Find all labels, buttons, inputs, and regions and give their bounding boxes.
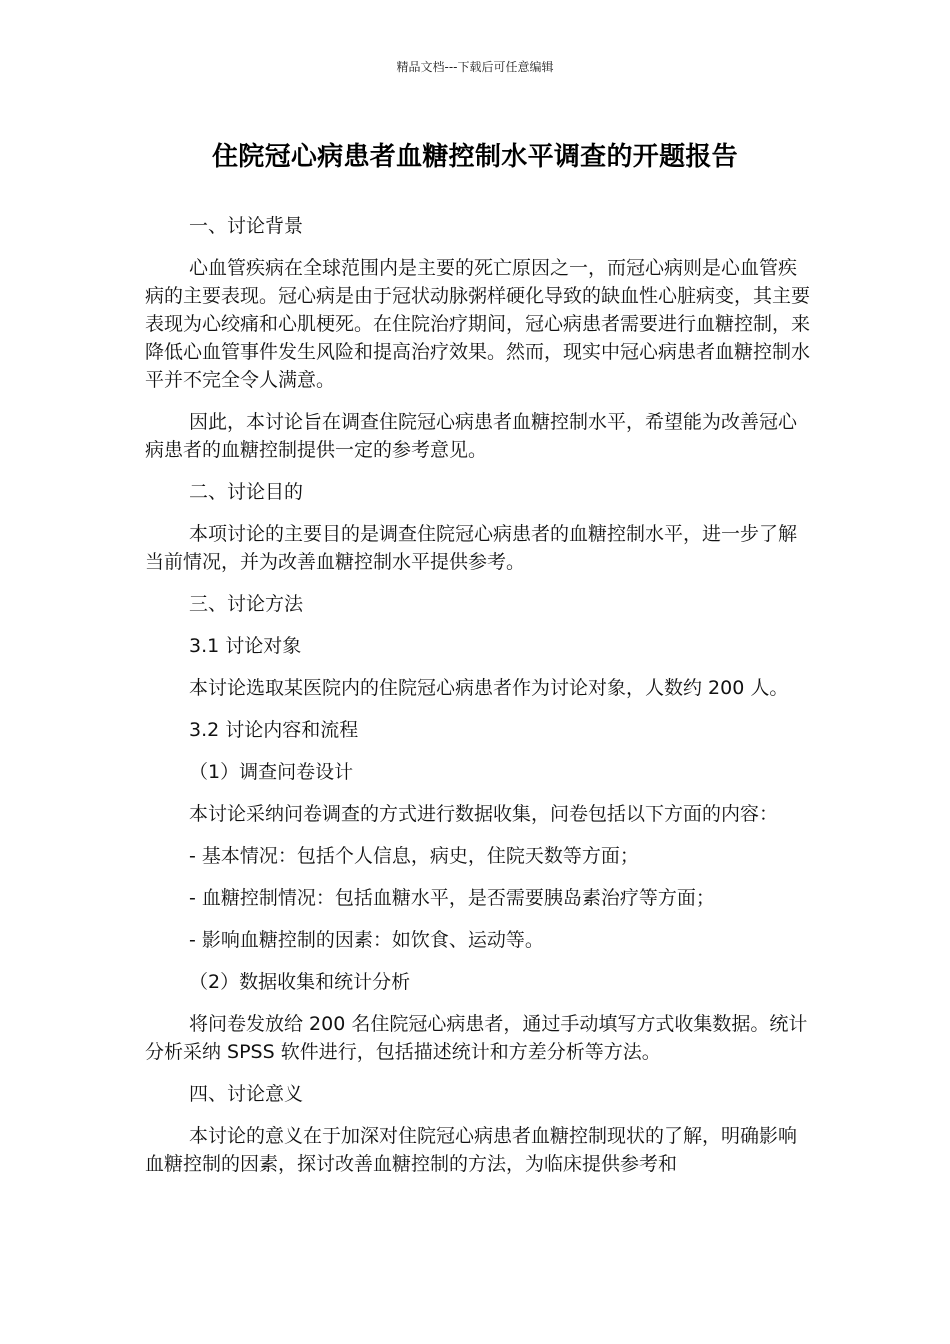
list-item-basic: - 基本情况：包括个人信息，病史，住院天数等方面； [189, 845, 639, 867]
list-item-factors: - 影响血糖控制的因素：如饮食、运动等。 [189, 929, 544, 951]
paragraph-questionnaire: 本讨论采纳问卷调查的方式进行数据收集，问卷包括以下方面的内容： [189, 803, 779, 825]
paragraph-background-purpose: 因此，本讨论旨在调查住院冠心病患者血糖控制水平，希望能为改善冠心病患者的血糖控制提供一定的参考意见。 [145, 411, 798, 461]
subheading-questionnaire: （1）调查问卷设计 [189, 761, 354, 783]
list-item-glucose: - 血糖控制情况：包括血糖水平，是否需要胰岛素治疗等方面； [189, 887, 715, 909]
paragraph-background: 心血管疾病在全球范围内是主要的死亡原因之一，而冠心病则是心血管疾病的主要表现。冠心病是由于冠状动脉粥样硬化导致的缺血性心脏病变，其主要表现为心绞痛和心肌梗死。在住院治疗期间，冠心病患者需要进行血糖控制，来降低心血管事件发生风险和提高治疗效果。然而，现实中冠心病患者血糖控制水平并不完全令人满意。 [145, 257, 811, 391]
subheading-data-analysis: （2）数据收集和统计分析 [189, 971, 411, 993]
paragraph-objective: 本项讨论的主要目的是调查住院冠心病患者的血糖控制水平，进一步了解当前情况，并为改善血糖控制水平提供参考。 [145, 523, 798, 573]
subheading-content-process: 3.2 讨论内容和流程 [189, 719, 359, 741]
section-heading-significance: 四、讨论意义 [189, 1083, 304, 1105]
section-heading-background: 一、讨论背景 [189, 215, 304, 237]
watermark-header: 精品文档---下载后可任意编辑 [396, 60, 554, 74]
section-heading-method: 三、讨论方法 [189, 593, 304, 615]
paragraph-data-analysis: 将问卷发放给 200 名住院冠心病患者，通过手动填写方式收集数据。统计分析采纳 SPSS 软件进行，包括描述统计和方差分析等方法。 [145, 1013, 808, 1063]
subheading-subjects: 3.1 讨论对象 [189, 635, 302, 657]
paragraph-significance: 本讨论的意义在于加深对住院冠心病患者血糖控制现状的了解，明确影响血糖控制的因素，探讨改善血糖控制的方法，为临床提供参考和 [145, 1125, 798, 1175]
document-body [145, 212, 810, 1192]
document-title: 住院冠心病患者血糖控制水平调查的开题报告 [211, 142, 738, 172]
section-heading-objective: 二、讨论目的 [189, 481, 304, 503]
paragraph-subjects: 本讨论选取某医院内的住院冠心病患者作为讨论对象，人数约 200 人。 [189, 677, 789, 699]
